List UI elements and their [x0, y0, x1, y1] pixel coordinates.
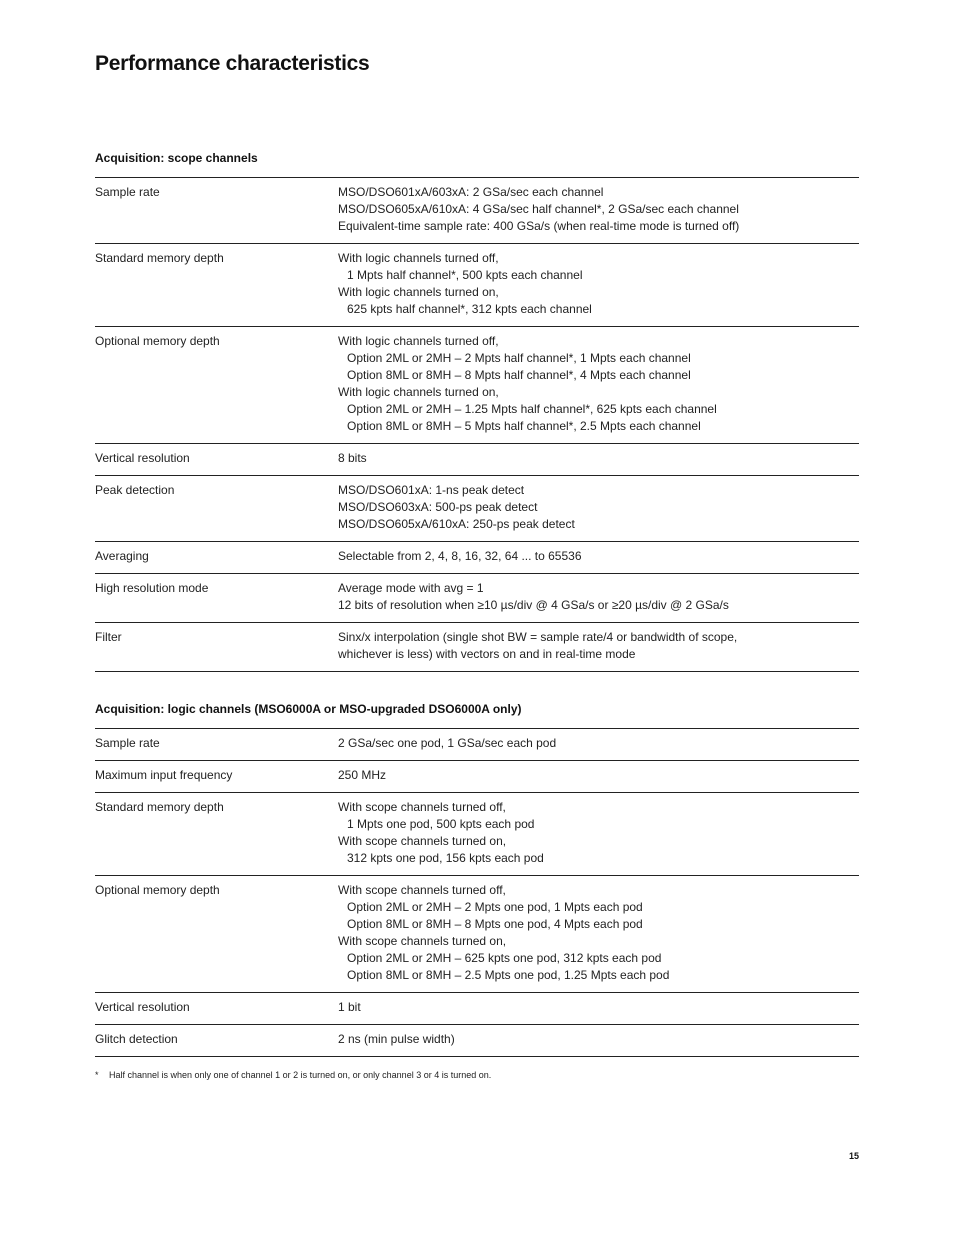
spec-values: [338, 250, 859, 318]
spec-value-line: Option 2ML or 2MH – 1.25 Mpts half channel*, 625 kpts each channel: [347, 402, 717, 416]
spec-label: Standard memory depth: [95, 251, 224, 265]
spec-value-line: Selectable from 2, 4, 8, 16, 32, 64 ... to 65536: [338, 549, 582, 563]
logic-channels-section: [95, 701, 859, 1057]
spec-value-line: 12 bits of resolution when ≥10 µs/div @ 4 GSa/s or ≥20 µs/div @ 2 GSa/s: [338, 598, 729, 612]
spec-value-line: Option 8ML or 8MH – 8 Mpts one pod, 4 Mpts each pod: [347, 917, 643, 931]
spec-value-line: With logic channels turned on,: [338, 385, 499, 399]
scope-spec-row: [95, 178, 859, 244]
page-title: Performance characteristics: [95, 52, 370, 75]
scope-spec-row: [95, 574, 859, 623]
spec-value-line: Option 2ML or 2MH – 625 kpts one pod, 312 kpts each pod: [347, 951, 662, 965]
footnote: [95, 1069, 491, 1081]
spec-value-line: Option 8ML or 8MH – 8 Mpts half channel*, 4 Mpts each channel: [347, 368, 691, 382]
scope-channels-heading: Acquisition: scope channels: [95, 150, 859, 178]
spec-value-line: 625 kpts half channel*, 312 kpts each channel: [347, 302, 592, 316]
spec-values: [338, 629, 859, 663]
spec-value-line: 312 kpts one pod, 156 kpts each pod: [347, 851, 544, 865]
spec-value-line: Sinx/x interpolation (single shot BW = sample rate/4 or bandwidth of scope,: [338, 630, 738, 644]
scope-channels-section: [95, 150, 859, 672]
spec-value-line: With logic channels turned off,: [338, 251, 499, 265]
spec-values: [338, 333, 859, 435]
spec-label: Optional memory depth: [95, 334, 220, 348]
logic-channels-heading: Acquisition: logic channels (MSO6000A or MSO-upgraded DSO6000A only): [95, 701, 859, 729]
scope-spec-row: [95, 327, 859, 444]
spec-values: [338, 548, 859, 565]
spec-value-line: whichever is less) with vectors on and in real-time mode: [338, 647, 636, 661]
logic-spec-row: [95, 729, 859, 761]
spec-value-line: 2 ns (min pulse width): [338, 1032, 455, 1046]
spec-label: Glitch detection: [95, 1032, 178, 1046]
spec-label: High resolution mode: [95, 581, 209, 595]
spec-label: Standard memory depth: [95, 800, 224, 814]
spec-label: Vertical resolution: [95, 1000, 190, 1014]
spec-label: Sample rate: [95, 185, 160, 199]
spec-values: [338, 450, 859, 467]
scope-spec-row: [95, 623, 859, 672]
spec-value-line: MSO/DSO601xA/603xA: 2 GSa/sec each channel: [338, 185, 604, 199]
spec-value-line: 250 MHz: [338, 768, 387, 782]
spec-value-line: MSO/DSO601xA: 1-ns peak detect: [338, 483, 525, 497]
spec-value-line: With scope channels turned on,: [338, 834, 507, 848]
logic-spec-row: [95, 876, 859, 993]
spec-value-line: MSO/DSO605xA/610xA: 250-ps peak detect: [338, 517, 575, 531]
spec-value-line: Option 2ML or 2MH – 2 Mpts one pod, 1 Mpts each pod: [347, 900, 643, 914]
logic-spec-row: [95, 993, 859, 1025]
spec-values: [338, 999, 859, 1016]
scope-spec-row: [95, 542, 859, 574]
spec-value-line: With logic channels turned off,: [338, 334, 499, 348]
spec-value-line: Option 2ML or 2MH – 2 Mpts half channel*, 1 Mpts each channel: [347, 351, 691, 365]
spec-values: [338, 482, 859, 533]
spec-values: [338, 767, 859, 784]
spec-value-line: With scope channels turned off,: [338, 883, 506, 897]
spec-value-line: With logic channels turned on,: [338, 285, 499, 299]
spec-value-line: 1 Mpts half channel*, 500 kpts each channel: [347, 268, 583, 282]
spec-value-line: 8 bits: [338, 451, 367, 465]
scope-spec-row: [95, 444, 859, 476]
spec-value-line: 2 GSa/sec one pod, 1 GSa/sec each pod: [338, 736, 557, 750]
page-number: 15: [848, 1151, 859, 1161]
spec-value-line: Equivalent-time sample rate: 400 GSa/s (when real-time mode is turned off): [338, 219, 740, 233]
scope-spec-row: [95, 244, 859, 327]
spec-value-line: With scope channels turned off,: [338, 800, 506, 814]
spec-value-line: With scope channels turned on,: [338, 934, 507, 948]
logic-spec-row: [95, 761, 859, 793]
logic-spec-row: [95, 1025, 859, 1057]
spec-label: Filter: [95, 630, 122, 644]
logic-channels-table: [95, 729, 859, 1057]
spec-values: [338, 1031, 859, 1048]
spec-values: [338, 580, 859, 614]
spec-values: [338, 799, 859, 867]
spec-value-line: Average mode with avg = 1: [338, 581, 484, 595]
footnote-mark: *: [95, 1070, 99, 1080]
spec-label: Optional memory depth: [95, 883, 220, 897]
spec-value-line: MSO/DSO603xA: 500-ps peak detect: [338, 500, 538, 514]
spec-value-line: Option 8ML or 8MH – 5 Mpts half channel*, 2.5 Mpts each channel: [347, 419, 701, 433]
spec-label: Vertical resolution: [95, 451, 190, 465]
logic-spec-row: [95, 793, 859, 876]
scope-channels-table: [95, 178, 859, 672]
spec-value-line: 1 bit: [338, 1000, 361, 1014]
spec-value-line: 1 Mpts one pod, 500 kpts each pod: [347, 817, 535, 831]
spec-value-line: Option 8ML or 8MH – 2.5 Mpts one pod, 1.25 Mpts each pod: [347, 968, 670, 982]
spec-label: Averaging: [95, 549, 149, 563]
spec-values: [338, 735, 859, 752]
spec-label: Maximum input frequency: [95, 768, 233, 782]
footnote-text: Half channel is when only one of channel 1 or 2 is turned on, or only channel 3 or 4 is turned on.: [109, 1070, 492, 1080]
scope-spec-row: [95, 476, 859, 542]
spec-values: [338, 184, 859, 235]
spec-label: Sample rate: [95, 736, 160, 750]
spec-value-line: MSO/DSO605xA/610xA: 4 GSa/sec half channel*, 2 GSa/sec each channel: [338, 202, 739, 216]
spec-values: [338, 882, 859, 984]
spec-label: Peak detection: [95, 483, 175, 497]
